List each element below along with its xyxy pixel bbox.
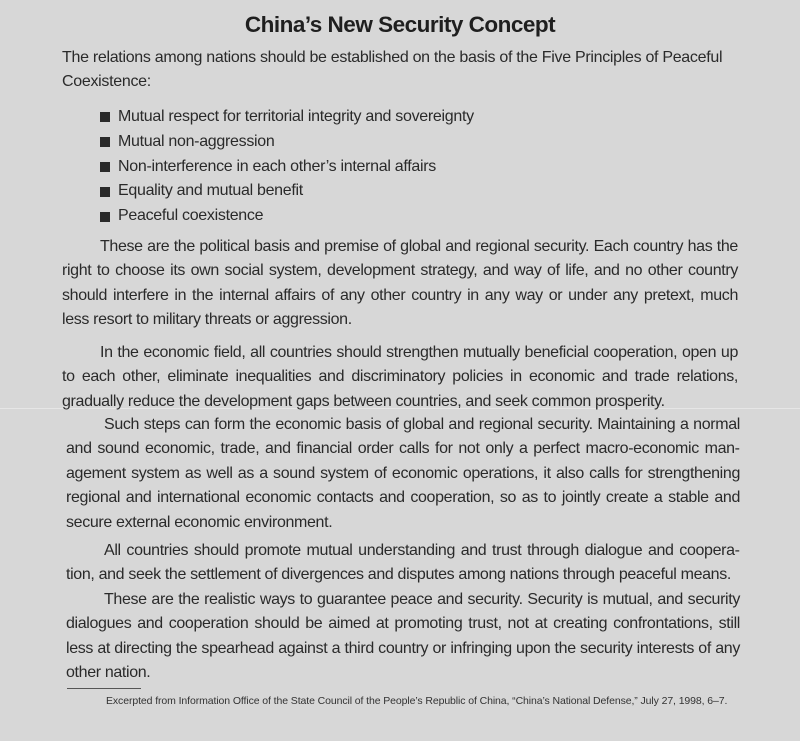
square-bullet-icon (100, 137, 110, 147)
list-item: Mutual non-aggression (100, 130, 474, 155)
page-title: China’s New Security Concept (244, 12, 556, 37)
square-bullet-icon (100, 212, 110, 222)
intro-text: The relations among nations should be established on the basis of the Five Principles of Peaceful Coexistence: (62, 49, 723, 90)
principles-list (100, 105, 474, 229)
square-bullet-icon (100, 162, 110, 172)
square-bullet-icon (100, 187, 110, 197)
source-citation: Excerpted from Information Office of the State Council of the People’s Republic of China, “China’s National Defense,” July 27, 1998, 6–7. (106, 695, 728, 707)
square-bullet-icon (100, 112, 110, 122)
list-item: Equality and mutual benefit (100, 179, 474, 204)
list-item: Mutual respect for territorial integrity and sovereignty (100, 105, 474, 130)
paragraph-political-basis: These are the political basis and premise of global and regional security. Each country has the right to choose its own social system, development strategy, and way of life, and no other country should interfere in the internal affairs of any other country in any way or under any pretext, much less resort to military threats or aggression. (62, 238, 738, 329)
paragraph-economic-basis: Such steps can form the economic basis of global and regional security. Maintaining a normal and sound economic, trade, and financial order calls for not only a perfect macro-economic management system as well as a sound system of economic operations, it also calls for strengthening regional and international economic contacts and cooperation, so as to jointly create a stable and secure external economic environment. (66, 416, 740, 531)
source-divider (67, 688, 141, 689)
paragraph-dialogue: All countries should promote mutual understanding and trust through dialogue and cooperation, and seek the settlement of divergences and disputes among nations through peaceful means. (66, 542, 740, 584)
list-item: Peaceful coexistence (100, 204, 474, 229)
list-item: Non-interference in each other’s internal affairs (100, 155, 474, 180)
paragraph-realistic-ways: These are the realistic ways to guarantee peace and security. Security is mutual, and security dialogues and cooperation should be aimed at promoting trust, not at creating confrontations, still less at directing the spearhead against a third country or infringing upon the security interests of any other nation. (66, 591, 740, 682)
paragraph-economic-field: In the economic field, all countries should strengthen mutually beneficial cooperation, open up to each other, eliminate inequalities and discriminatory policies in economic and trade relations, gradually reduce the development gaps between countries, and seek common prosperity. (62, 344, 738, 410)
